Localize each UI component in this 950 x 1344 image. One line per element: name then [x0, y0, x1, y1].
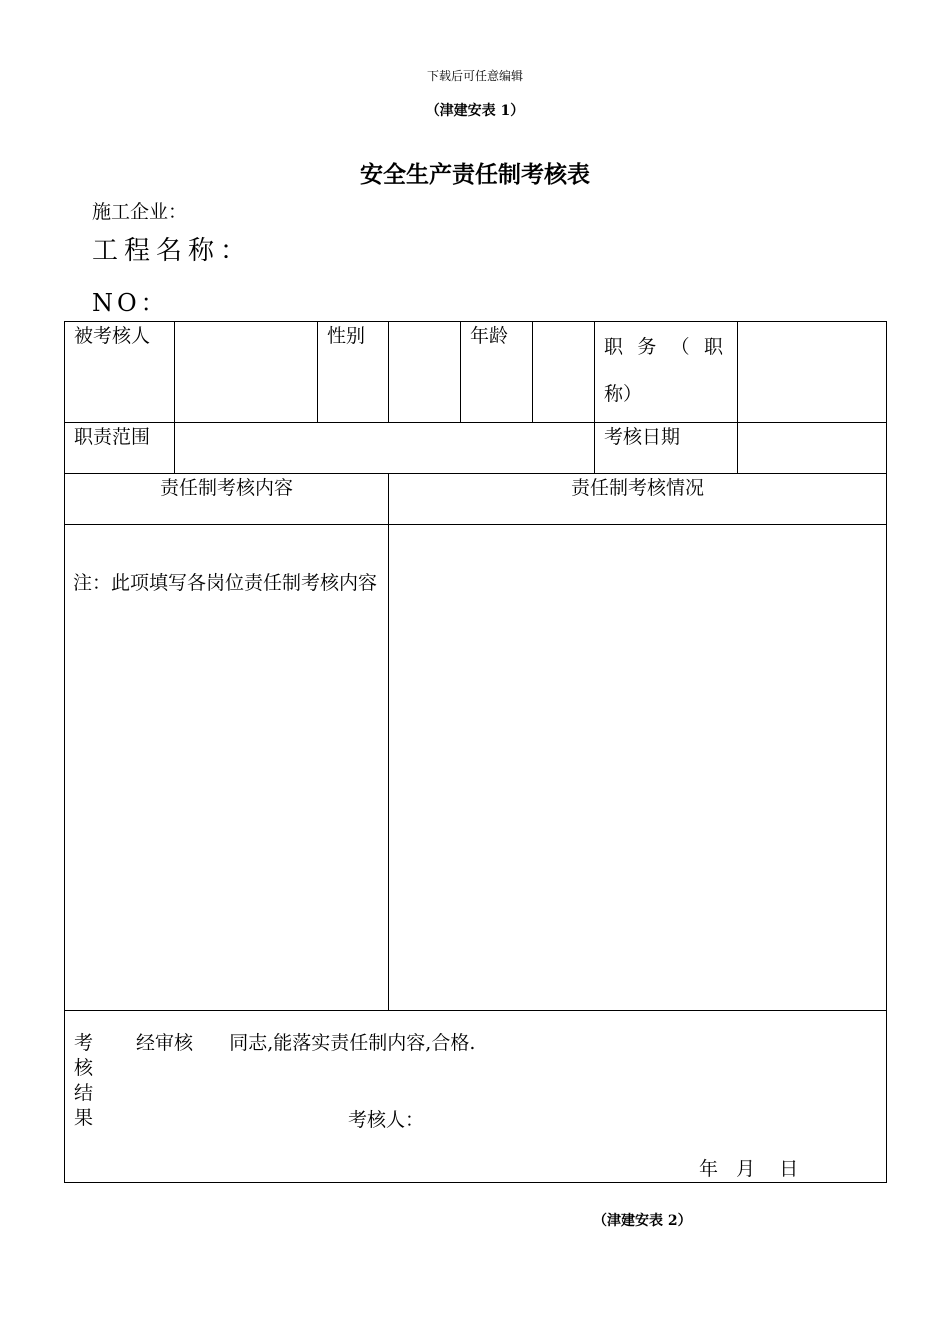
assessment-table	[64, 321, 887, 1183]
scope-label-cell	[65, 423, 175, 474]
position-label-line2: 称）	[604, 383, 643, 405]
content-header-cell	[65, 474, 389, 525]
date-label-cell	[595, 423, 738, 474]
result-label: 考核结果	[74, 1032, 94, 1129]
project-name-label: 工程名称：	[92, 236, 253, 266]
assessee-label-cell	[65, 322, 175, 423]
top-note: 下载后可任意编辑	[426, 69, 523, 83]
result-date-line: 年 月 日	[699, 1158, 799, 1180]
number-label: NO：	[92, 289, 169, 317]
age-value-cell	[533, 322, 595, 423]
content-note: 注：此项填写各岗位责任制考核内容	[73, 572, 378, 594]
assessment-date-label: 考核日期	[604, 426, 681, 448]
position-label-line1: 职 务 （ 职	[604, 336, 723, 358]
gender-label-cell	[318, 322, 389, 423]
gender-label: 性别	[327, 325, 366, 347]
status-header-cell	[389, 474, 887, 525]
content-body-cell	[65, 525, 389, 1011]
age-label: 年龄	[470, 325, 509, 347]
date-value-cell	[738, 423, 887, 474]
scope-value-cell	[175, 423, 595, 474]
form-code-top: （津建安表 1）	[425, 103, 525, 119]
document-title: 安全生产责任制考核表	[360, 161, 590, 188]
assessor-label: 考核人：	[348, 1109, 425, 1131]
position-value-cell	[738, 322, 887, 423]
result-statement: 经审核 同志,能落实责任制内容,合格.	[136, 1032, 476, 1054]
age-label-cell	[461, 322, 533, 423]
status-body-cell	[389, 525, 887, 1011]
assessee-value-cell	[175, 322, 318, 423]
company-label: 施工企业：	[92, 201, 188, 223]
status-header: 责任制考核情况	[570, 477, 704, 499]
scope-label: 职责范围	[74, 426, 151, 448]
result-cell	[65, 1011, 887, 1183]
position-label-cell	[595, 322, 738, 423]
assessee-label: 被考核人	[74, 325, 151, 347]
form-code-bottom: （津建安表 2）	[593, 1213, 692, 1229]
content-header: 责任制考核内容	[159, 477, 293, 499]
gender-value-cell	[389, 322, 461, 423]
